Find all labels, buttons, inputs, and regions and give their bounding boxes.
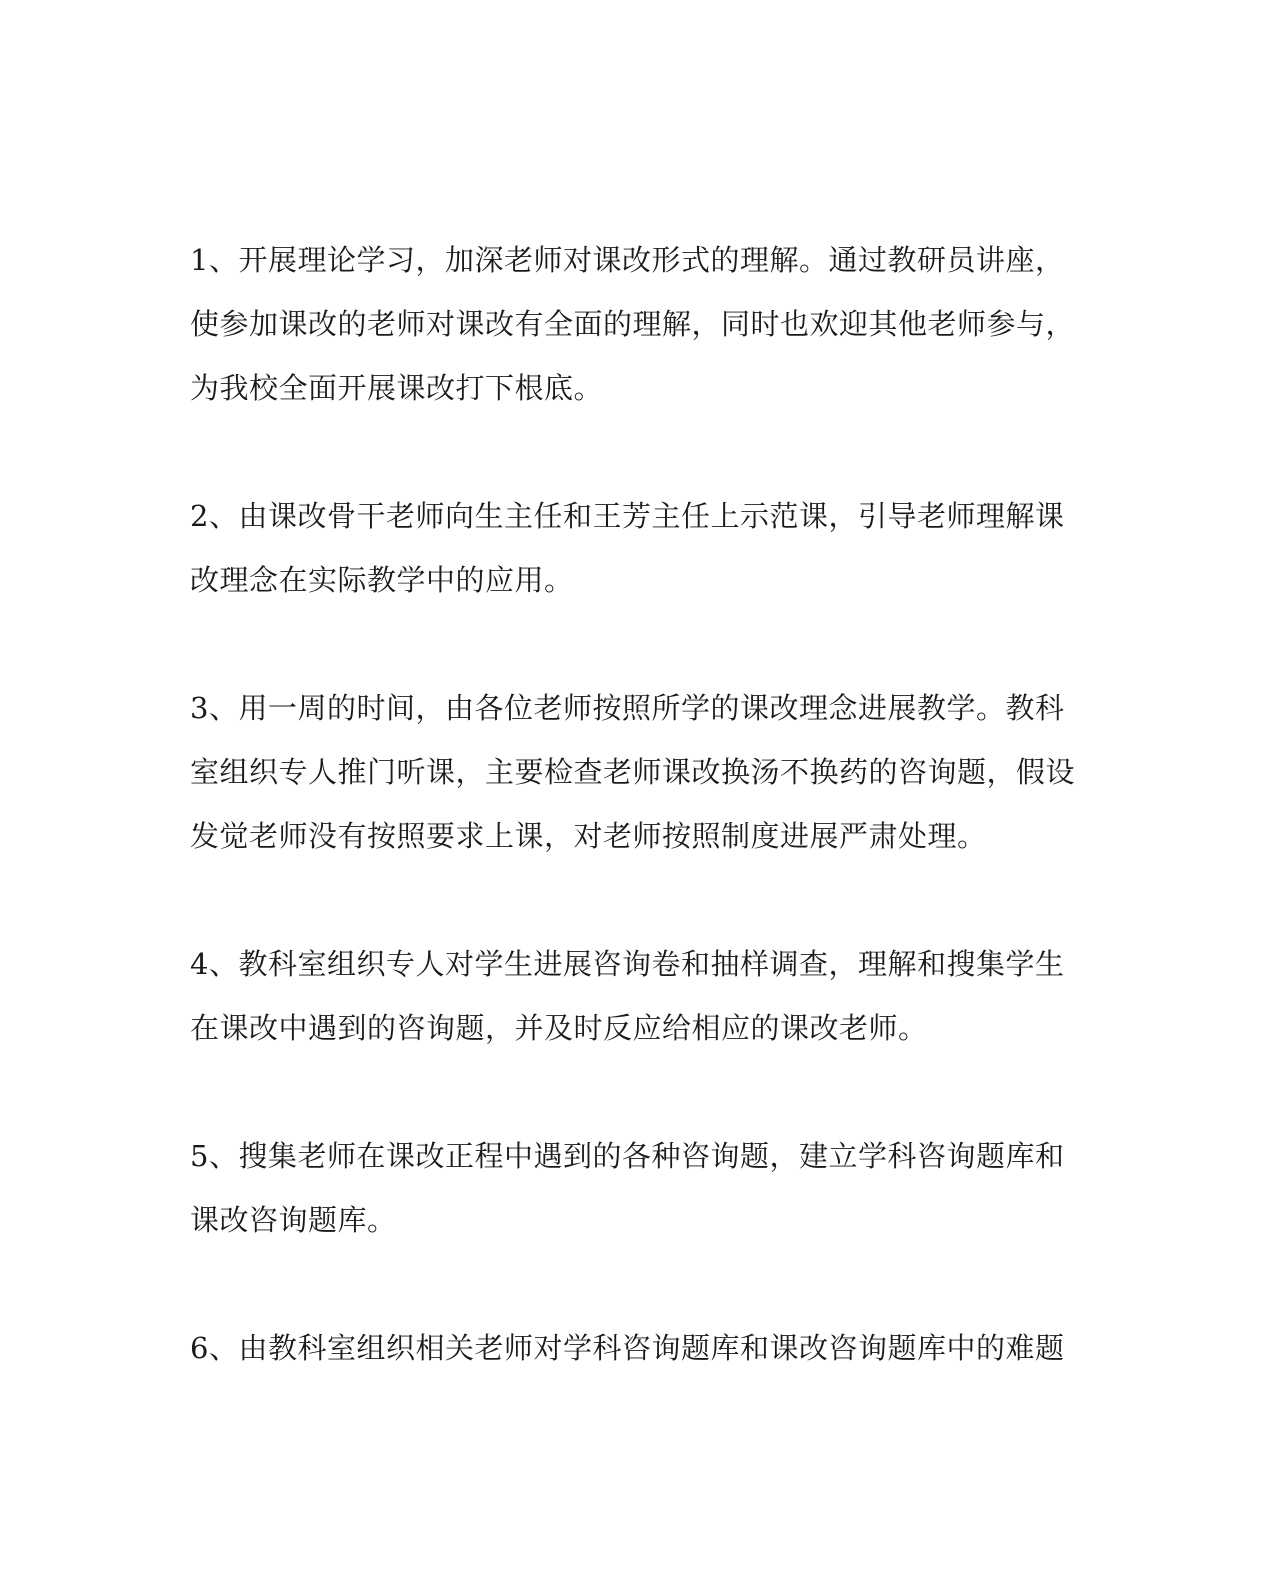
paragraph-3	[190, 676, 1076, 868]
text-line: 4、教科室组织专人对学生进展咨询卷和抽样调查，理解和搜集学生	[190, 947, 1065, 981]
text-line: 3、用一周的时间，由各位老师按照所学的课改理念进展教学。教科	[190, 691, 1065, 725]
paragraph-6	[190, 1316, 1070, 1380]
document-body	[190, 228, 1076, 1444]
text-line: 在课改中遇到的咨询题，并及时反应给相应的课改老师。	[190, 1011, 928, 1045]
text-line: 课改咨询题库。	[190, 1203, 397, 1237]
text-line: 发觉老师没有按照要求上课，对老师按照制度进展严肃处理。	[190, 819, 987, 853]
text-line: 2、由课改骨干老师向生主任和王芳主任上示范课，引导老师理解课	[190, 499, 1065, 533]
text-line: 6、由教科室组织相关老师对学科咨询题库和课改咨询题库中的难题	[190, 1331, 1065, 1365]
text-line: 为我校全面开展课改打下根底。	[190, 371, 604, 405]
text-line: 1、开展理论学习，加深老师对课改形式的理解。通过教研员讲座，	[190, 243, 1065, 277]
paragraph-4	[190, 932, 1070, 1060]
paragraph-5	[190, 1124, 1070, 1252]
text-line: 室组织专人推门听课，主要检查老师课改换汤不换药的咨询题，假设	[190, 755, 1076, 789]
paragraph-1	[190, 228, 1076, 420]
text-line: 使参加课改的老师对课改有全面的理解，同时也欢迎其他老师参与，	[190, 307, 1076, 341]
paragraph-2	[190, 484, 1070, 612]
text-line: 改理念在实际教学中的应用。	[190, 563, 574, 597]
text-line: 5、搜集老师在课改正程中遇到的各种咨询题，建立学科咨询题库和	[190, 1139, 1065, 1173]
